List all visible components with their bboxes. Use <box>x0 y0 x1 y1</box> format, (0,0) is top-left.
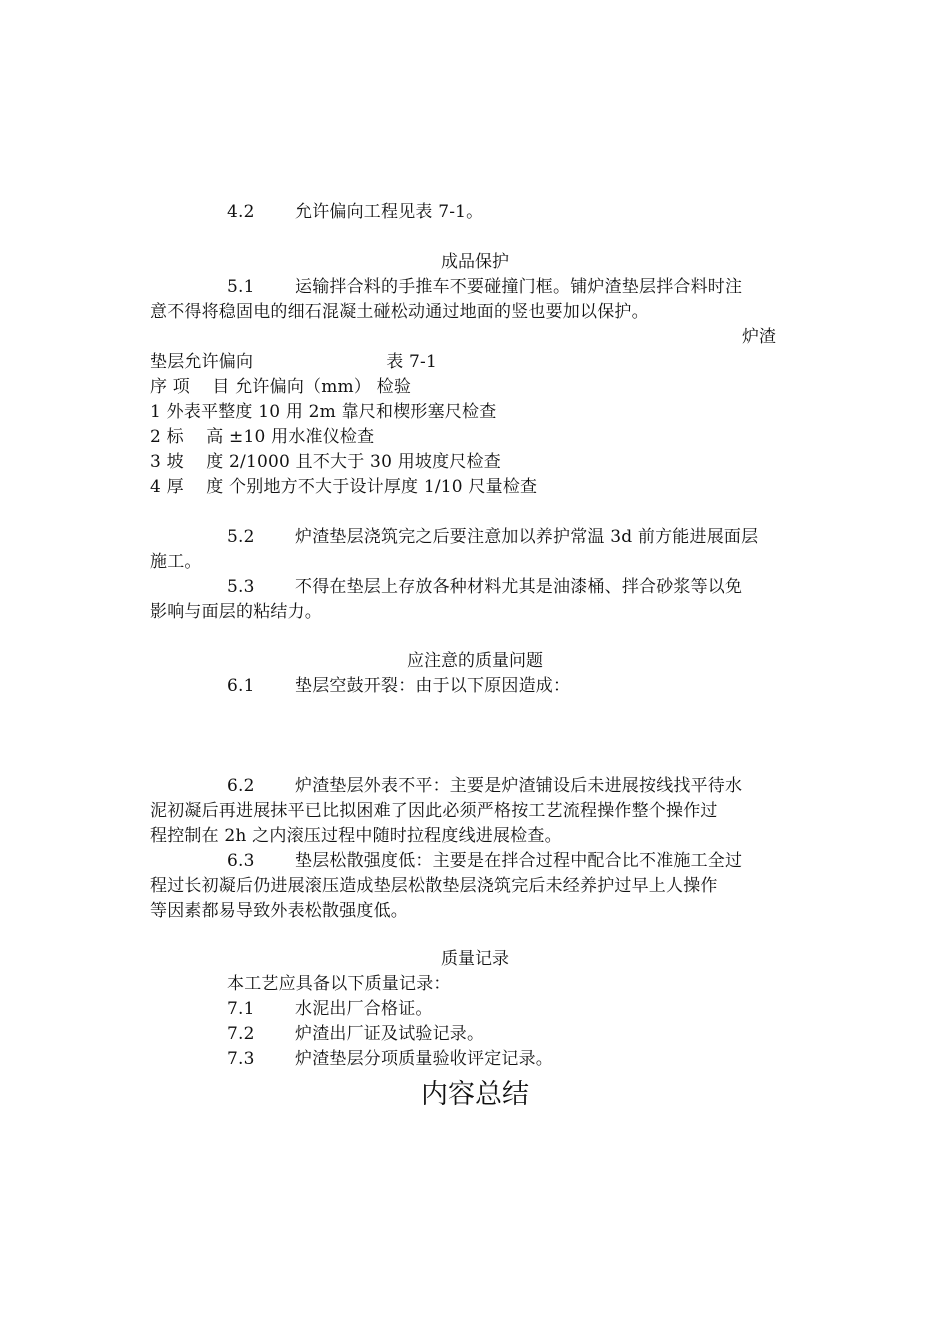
record-item-7-3 <box>227 1047 553 1071</box>
table-header: 序 项 目 允许偏向（mm） 检验 <box>150 377 412 397</box>
clause-5-2-line2: 施工。 <box>150 552 202 572</box>
clause-text: 运输拌合料的手推车不要碰撞门框。铺炉渣垫层拌合料时注 <box>295 277 743 297</box>
table-row-1: 1 外表平整度 10 用 2m 靠尺和楔形塞尺检查 <box>150 402 497 422</box>
clause-text: 炉渣出厂证及试验记录。 <box>295 1024 485 1044</box>
table-title-left: 垫层允许偏向 <box>150 352 254 372</box>
clause-6-2-line1 <box>227 774 742 798</box>
clause-text: 炉渣垫层浇筑完之后要注意加以养护常温 3d 前方能进展面层 <box>295 527 759 547</box>
clause-5-1-line2: 意不得将稳固电的细石混凝土碰松动通过地面的竖也要加以保护。 <box>150 302 649 322</box>
clause-6-3-line1 <box>227 849 742 873</box>
clause-text: 允许偏向工程见表 7-1。 <box>295 202 484 222</box>
clause-number: 6.2 <box>227 776 255 796</box>
clause-6-3-line2: 程过长初凝后仍进展滚压造成垫层松散垫层浇筑完后未经养护过早上人操作 <box>150 876 718 896</box>
clause-5-3-line2: 影响与面层的粘结力。 <box>150 602 322 622</box>
table-title <box>150 350 437 374</box>
summary-title: 内容总结 <box>421 1079 529 1110</box>
clause-5-2-line1 <box>227 525 758 549</box>
clause-text: 垫层空鼓开裂：由于以下原因造成： <box>295 676 571 696</box>
table-number: 表 7-1 <box>386 352 437 372</box>
document-page <box>150 0 800 1344</box>
records-intro: 本工艺应具备以下质量记录： <box>227 974 451 994</box>
clause-5-3-line1 <box>227 575 742 599</box>
clause-number: 7.1 <box>227 999 255 1019</box>
table-title-right: 炉渣 <box>742 327 776 347</box>
clause-6-3-line3: 等因素都易导致外表松散强度低。 <box>150 901 408 921</box>
table-row-4: 4 厚 度 个别地方不大于设计厚度 1/10 尺量检查 <box>150 477 538 497</box>
clause-4-2 <box>227 200 483 224</box>
clause-number: 6.1 <box>227 676 255 696</box>
clause-5-1-line1 <box>227 275 742 299</box>
record-item-7-1 <box>227 997 433 1021</box>
section-heading-6: 应注意的质量问题 <box>407 651 543 671</box>
clause-number: 5.2 <box>227 527 255 547</box>
section-heading-7: 质量记录 <box>441 949 509 969</box>
table-row-3: 3 坡 度 2/1000 且不大于 30 用坡度尺检查 <box>150 452 501 472</box>
clause-number: 6.3 <box>227 851 255 871</box>
clause-text: 垫层松散强度低：主要是在拌合过程中配合比不准施工全过 <box>295 851 743 871</box>
clause-text: 炉渣垫层外表不平：主要是炉渣铺设后未进展按线找平待水 <box>295 776 743 796</box>
clause-6-1 <box>227 674 570 698</box>
clause-number: 5.1 <box>227 277 255 297</box>
clause-text: 不得在垫层上存放各种材料尤其是油漆桶、拌合砂浆等以免 <box>295 577 743 597</box>
clause-text: 水泥出厂合格证。 <box>295 999 433 1019</box>
clause-text: 炉渣垫层分项质量验收评定记录。 <box>295 1049 553 1069</box>
record-item-7-2 <box>227 1022 484 1046</box>
clause-number: 7.3 <box>227 1049 255 1069</box>
clause-number: 4.2 <box>227 202 255 222</box>
clause-number: 5.3 <box>227 577 255 597</box>
clause-number: 7.2 <box>227 1024 255 1044</box>
clause-6-2-line2: 泥初凝后再进展抹平已比拟困难了因此必须严格按工艺流程操作整个操作过 <box>150 801 718 821</box>
section-heading-5: 成品保护 <box>441 252 509 272</box>
table-row-2: 2 标 高 ±10 用水准仪检查 <box>150 427 375 447</box>
clause-6-2-line3: 程控制在 2h 之内滚压过程中随时拉程度线进展检查。 <box>150 826 562 846</box>
